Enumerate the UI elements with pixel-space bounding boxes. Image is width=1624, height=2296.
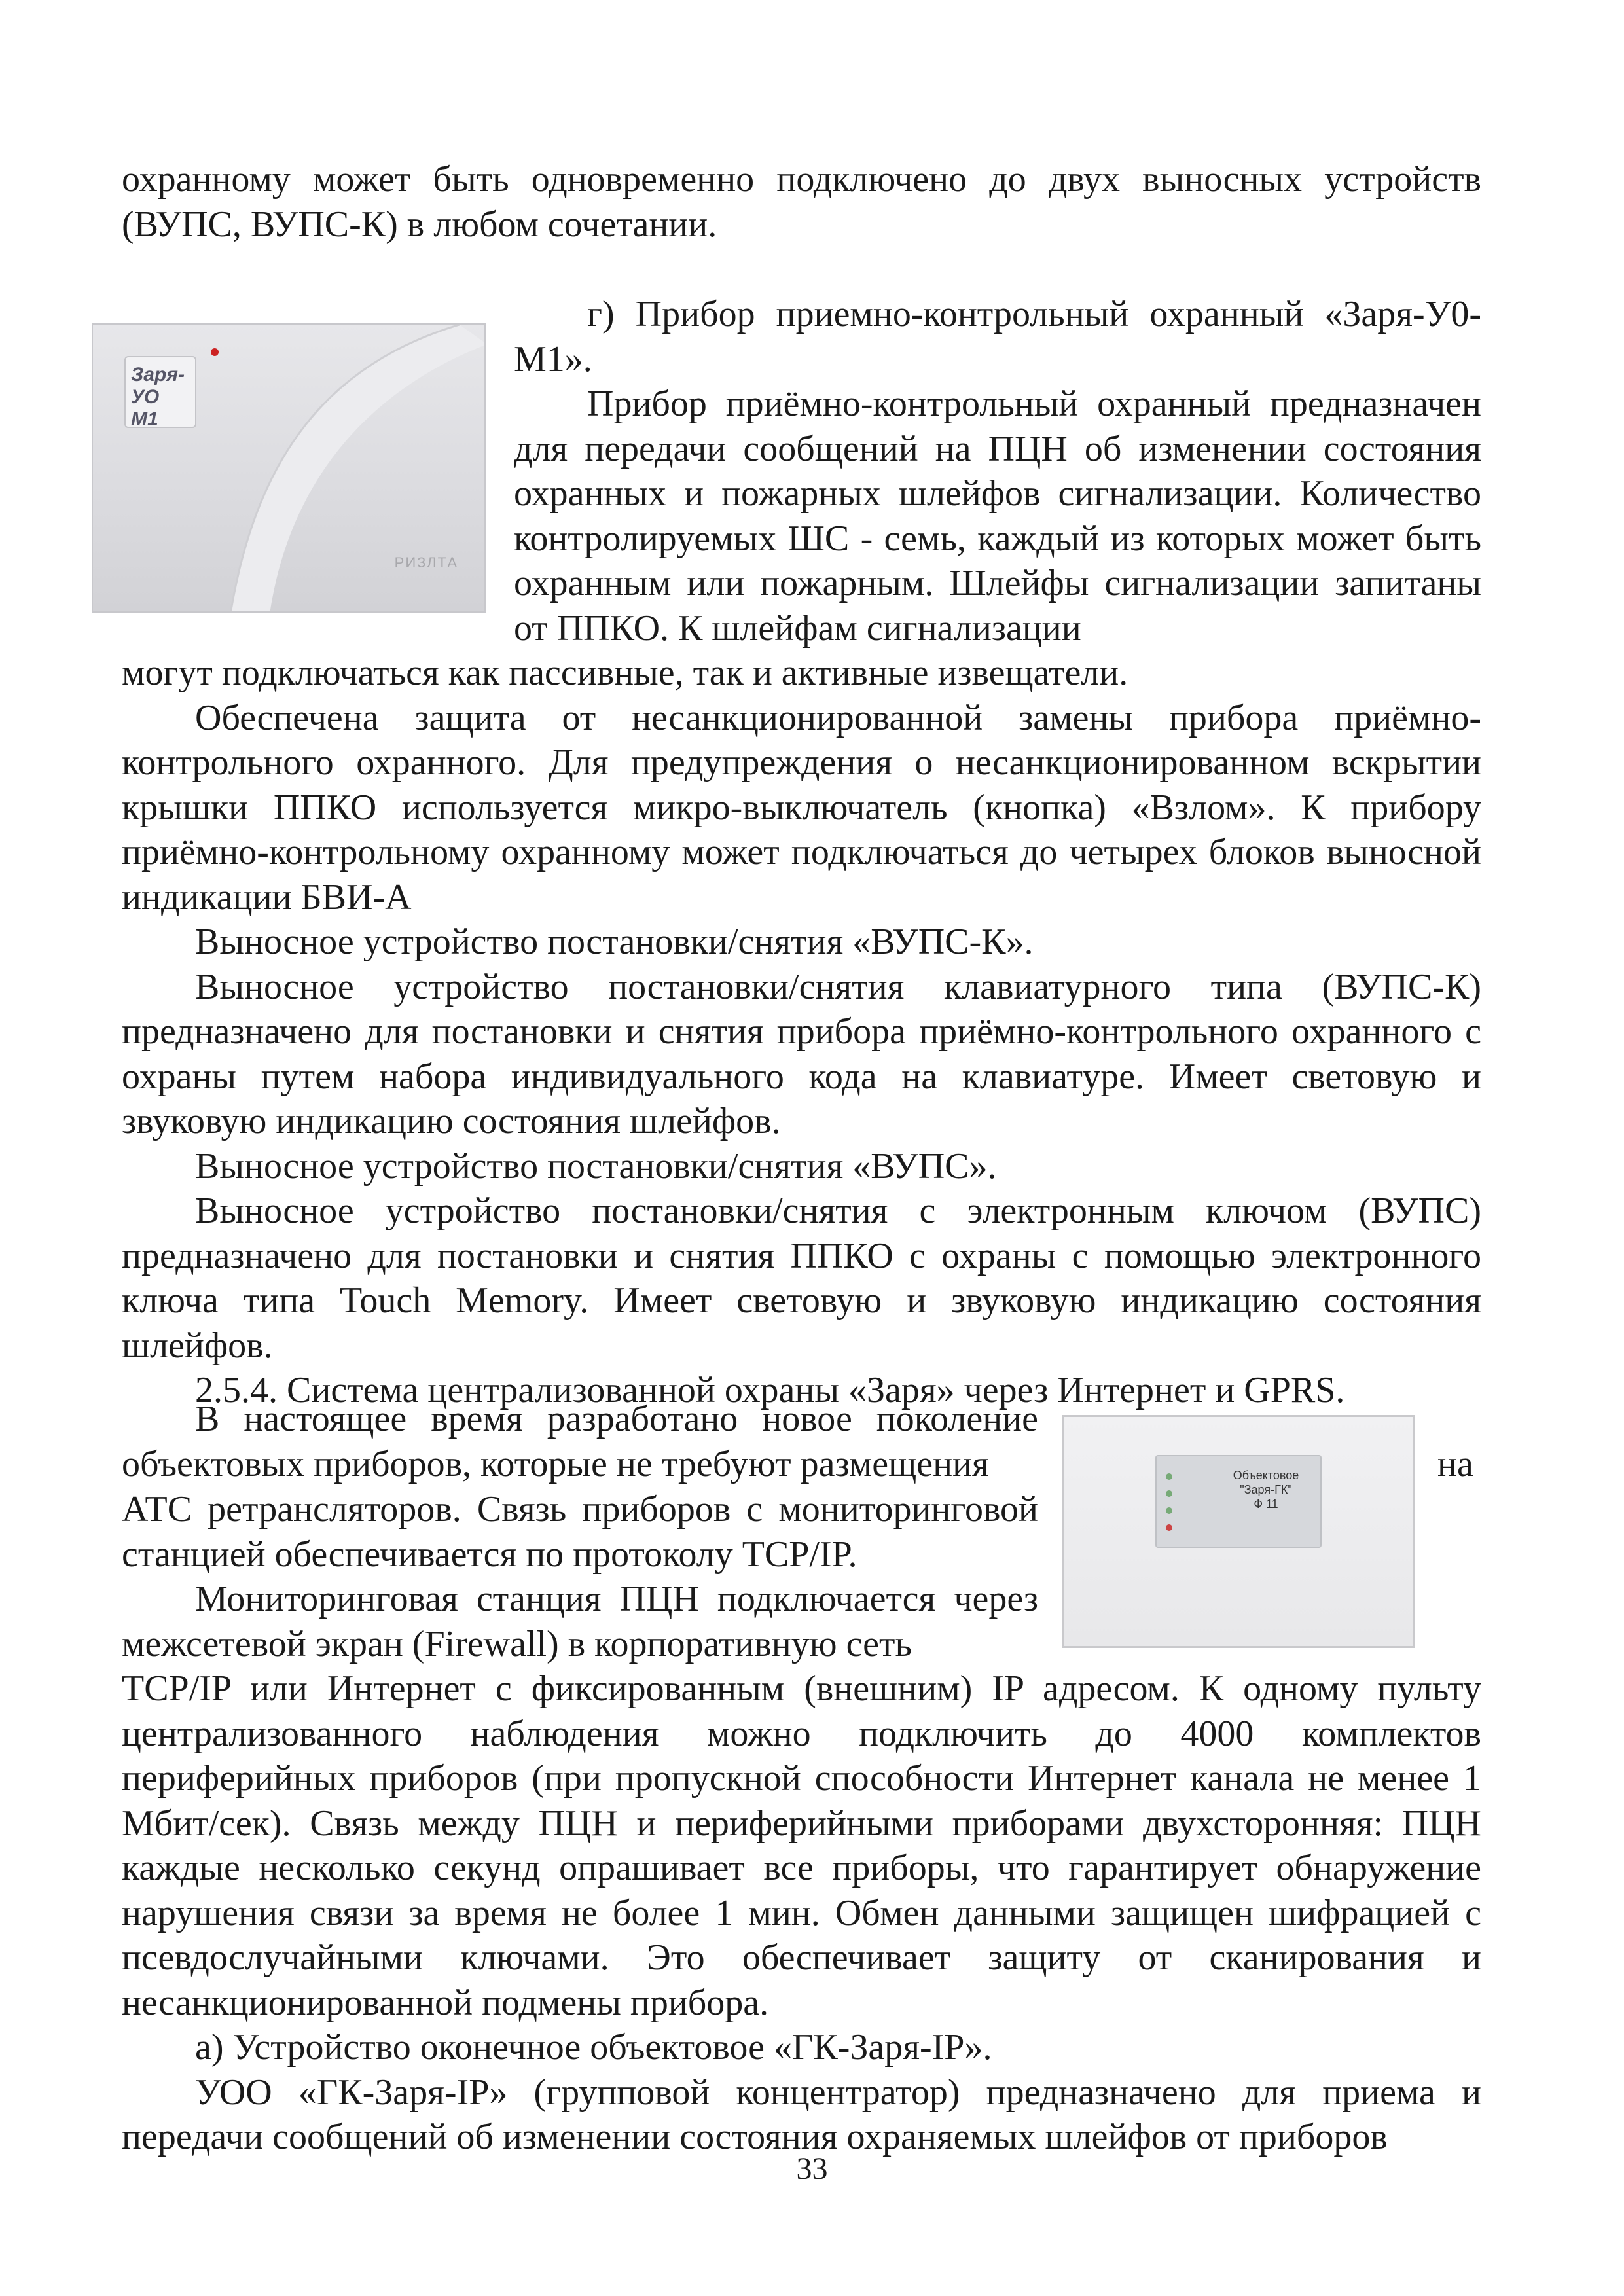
paragraph: охранному может быть одновременно подключено до двух выносных устройств (ВУПС, ВУПС-К) в любом сочетании.	[122, 159, 1481, 245]
paragraph-block-5	[122, 1397, 1038, 1486]
paragraph-word-na	[1437, 1442, 1490, 1487]
paragraph: Обеспечена защита от несанкционированной замены прибора приёмно-контрольного охранного. Для предупреждения о несанкционированном вскрытии крышки ППКО используется микро-выключатель (кнопка) «Взлом». К прибору приёмно-контрольному охранному может подключаться до четырех блоков выносной индикации БВИ-А	[122, 697, 1481, 918]
status-led-icon	[1166, 1490, 1172, 1497]
paragraph-fragment: на	[1437, 1444, 1473, 1484]
device-front-panel	[1155, 1455, 1322, 1548]
paragraph: Выносное устройство постановки/снятия с электронным ключом (ВУПС) предназначено для постановки и снятия ППКО с охраны с помощью электронного ключа типа Touch Memory. Имеет световую и звуковую индикацию состояния шлейфов.	[122, 1191, 1481, 1366]
paragraph-block-1	[122, 157, 1481, 247]
paragraph: УОО «ГК-Заря-IP» (групповой концентратор) предназначено для приема и передачи сообщений об изменении состояния охраняемых шлейфов от приборов	[122, 2072, 1481, 2157]
status-led-icon	[1166, 1473, 1172, 1480]
paragraph: Мониторинговая станция ПЦН подключается через межсетевой экран (Firewall) в корпоративную сеть	[122, 1579, 1038, 1664]
panel-text-line1: Объектовое	[1233, 1469, 1299, 1482]
device-label-line1: Заря-УО	[131, 364, 185, 408]
section-heading: Выносное устройство постановки/снятия «ВУПС-К».	[195, 922, 1034, 962]
device-label-plate	[124, 356, 196, 428]
paragraph: В настоящее время разработано новое поколение объектовых приборов, которые не требуют размещения	[122, 1399, 1038, 1484]
paragraph-continuation: могут подключаться как пассивные, так и активные извещатели.	[122, 653, 1128, 693]
device-heading: г) Прибор приемно-контрольный охранный «Заря-У0-М1».	[514, 294, 1481, 380]
paragraph-continuation: АТС ретрансляторов. Связь приборов с мониторинговой станцией обеспечивается по протоколу TCP/IP.	[122, 1489, 1038, 1575]
paragraph: Выносное устройство постановки/снятия клавиатурного типа (ВУПС-К) предназначено для постановки и снятия прибора приёмно-контрольного охранного с охраны путем набора индивидуального кода на клавиатуре. Имеет световую и звуковую индикацию состояния шлейфов.	[122, 966, 1481, 1141]
paragraph-block-6	[122, 1487, 1038, 1666]
section-heading: 2.5.4. Система централизованной охраны «Заря» через Интернет и GPRS.	[195, 1370, 1345, 1410]
device-label-line2: М1	[131, 408, 158, 430]
page-number: 33	[796, 2151, 828, 2186]
device-photo-zarya-uo-m1	[92, 323, 486, 613]
panel-text-line2: "Заря-ГК"	[1240, 1483, 1292, 1496]
paragraph: Прибор приёмно-контрольный охранный предназначен для передачи сообщений на ПЦН об изменении состояния охранных и пожарных шлейфов сигнализации. Количество контролируемых ШС - семь, каждый из которых может быть охранным или пожарным. Шлейфы сигнализации запитаны от ППКО. К шлейфам сигнализации	[514, 384, 1481, 649]
status-led-icon	[1166, 1507, 1172, 1514]
paragraph-block-2	[514, 292, 1481, 382]
paragraph-block-7	[122, 1666, 1481, 2160]
status-led-icon	[1166, 1524, 1172, 1531]
device-brand-mark: РИЗЛТА	[394, 554, 458, 571]
device-panel-text	[1217, 1468, 1315, 1511]
device-photo-gk-zarya	[1062, 1415, 1415, 1648]
paragraph-continuation: TCP/IP или Интернет с фиксированным (внешним) IP адресом. К одному пульту централизованного наблюдения можно подключить до 4000 комплектов периферийных приборов (при пропускной способности Интернет канала не менее 1 Мбит/сек). Связь между ПЦН и периферийными приборами двухсторонняя: ПЦН каждые несколько секунд опрашивает все приборы, что гарантирует обнаружение нарушения связи за время не более 1 мин. Обмен данными защищен шифрацией с псевдослучайными ключами. Это обеспечивает защиту от сканирования и несанкционированной подмены прибора.	[122, 1668, 1481, 2023]
paragraph-block-3	[514, 382, 1481, 651]
section-heading: а) Устройство оконечное объектовое «ГК-Заря-IP».	[195, 2027, 992, 2068]
paragraph-block-4	[122, 651, 1481, 1413]
indicator-led-icon	[211, 348, 219, 356]
panel-text-line3: Ф 11	[1254, 1498, 1278, 1511]
section-heading: Выносное устройство постановки/снятия «ВУПС».	[195, 1145, 997, 1187]
